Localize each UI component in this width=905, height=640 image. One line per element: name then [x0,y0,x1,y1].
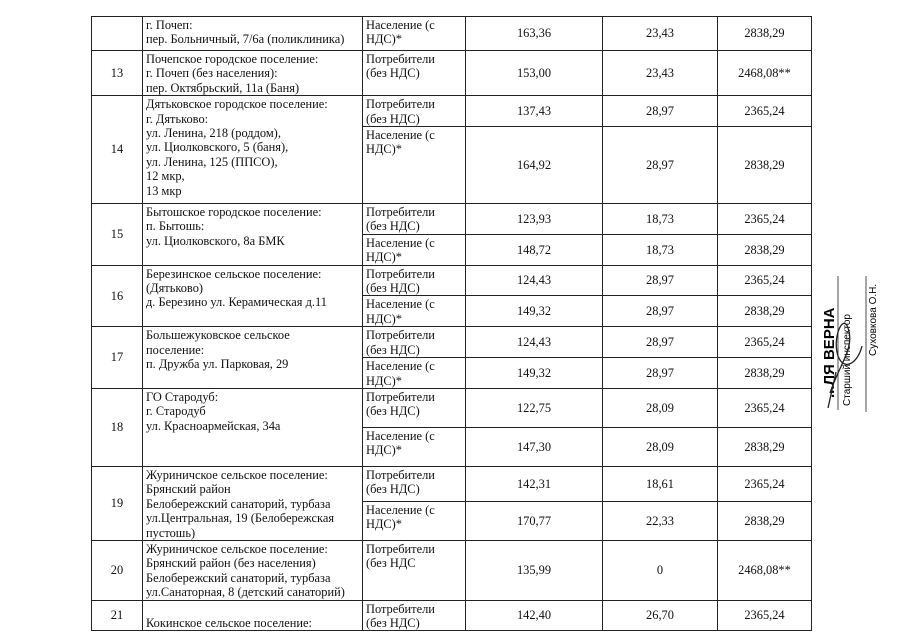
row-number: 16 [92,265,143,327]
transport-value: 28,09 [603,388,718,427]
transport-value: 23,43 [603,17,718,51]
tariff-value: 149,32 [466,296,603,327]
table-row [92,204,812,235]
price-value: 2838,29 [718,358,812,389]
tariff-value: 142,31 [466,466,603,501]
consumer-category: Потребители (без НДС) [363,265,466,296]
transport-value: 18,73 [603,204,718,235]
stamp-title: ...ЛЯ ВЕРНА [821,307,838,398]
table-row [92,96,812,127]
tariff-value: 123,93 [466,204,603,235]
tariff-value: 170,77 [466,501,603,540]
tariff-value: 135,99 [466,540,603,600]
transport-value: 26,70 [603,600,718,631]
row-number [92,17,143,51]
row-number: 21 [92,600,143,631]
tariff-value: 163,36 [466,17,603,51]
price-value: 2365,24 [718,204,812,235]
consumer-category: Население (с НДС)* [363,234,466,265]
price-value: 2468,08** [718,540,812,600]
consumer-category: Потребители (без НДС [363,540,466,600]
settlement-address: Журиничское сельское поселение: Брянский район (без населения) Белобережский санаторий, турбаза ул.Санаторная, 8 (детский санаторий) [143,540,363,600]
consumer-category: Потребители (без НДС) [363,388,466,427]
settlement-address: Бытошское городское поселение: п. Бытошь: ул. Циолковского, 8а БМК [143,204,363,266]
settlement-address: Кокинское сельское поселение: [143,600,363,631]
price-value: 2365,24 [718,600,812,631]
consumer-category: Население (с НДС)* [363,358,466,389]
price-value: 2838,29 [718,127,812,204]
table-row [92,540,812,600]
price-value: 2365,24 [718,388,812,427]
table-row [92,265,812,296]
table-row [92,466,812,501]
transport-value: 28,97 [603,96,718,127]
tariff-value: 124,43 [466,265,603,296]
stamp-position: Старший инспектор [842,314,853,406]
row-number: 13 [92,51,143,96]
price-value: 2365,24 [718,265,812,296]
transport-value: 28,97 [603,296,718,327]
certification-stamp [810,268,886,416]
settlement-address: г. Почеп: пер. Больничный, 7/6а (поликлиника) [143,17,363,51]
table-row [92,327,812,358]
consumer-category: Население (с НДС)* [363,17,466,51]
transport-value: 22,33 [603,501,718,540]
transport-value: 28,97 [603,127,718,204]
price-value: 2838,29 [718,427,812,466]
price-value: 2365,24 [718,327,812,358]
row-number: 15 [92,204,143,266]
transport-value: 28,97 [603,358,718,389]
transport-value: 18,61 [603,466,718,501]
price-value: 2468,08** [718,51,812,96]
consumer-category: Население (с НДС)* [363,296,466,327]
price-value: 2838,29 [718,17,812,51]
tariff-value: 124,43 [466,327,603,358]
consumer-category: Потребители (без НДС) [363,96,466,127]
row-number: 14 [92,96,143,204]
row-number: 17 [92,327,143,389]
transport-value: 28,97 [603,265,718,296]
price-value: 2365,24 [718,96,812,127]
tariff-value: 164,92 [466,127,603,204]
price-value: 2838,29 [718,234,812,265]
table-row [92,388,812,427]
stamp-name: Суховкова О.Н. [868,283,879,356]
settlement-address: Почепское городское поселение: г. Почеп (без населения): пер. Октябрьский, 11а (Баня) [143,51,363,96]
price-value: 2365,24 [718,466,812,501]
tariff-value: 122,75 [466,388,603,427]
consumer-category: Потребители (без НДС) [363,204,466,235]
transport-value: 18,73 [603,234,718,265]
price-value: 2838,29 [718,501,812,540]
consumer-category: Потребители (без НДС) [363,600,466,631]
settlement-address: Березинское сельское поселение: (Дятьково) д. Березино ул. Керамическая д.11 [143,265,363,327]
consumer-category: Население (с НДС)* [363,501,466,540]
table-row [92,17,812,51]
price-value: 2838,29 [718,296,812,327]
table-row [92,600,812,631]
row-number: 19 [92,466,143,540]
tariff-value: 137,43 [466,96,603,127]
settlement-address: Большежуковское сельское поселение: п. Дружба ул. Парковая, 29 [143,327,363,389]
consumer-category: Потребители (без НДС) [363,327,466,358]
settlement-address: ГО Стародуб: г. Стародуб ул. Красноармейская, 34а [143,388,363,466]
settlement-address: Дятьковское городское поселение: г. Дятьково: ул. Ленина, 218 (роддом), ул. Циолковского, 5 (баня), ул. Ленина, 125 (ППСО), 12 мкр, 13 мкр [143,96,363,204]
transport-value: 28,97 [603,327,718,358]
transport-value: 28,09 [603,427,718,466]
table-row [92,51,812,96]
tariff-value: 148,72 [466,234,603,265]
tariff-value: 149,32 [466,358,603,389]
settlement-address: Журиничское сельское поселение: Брянский район Белобережский санаторий, турбаза ул.Центральная, 19 (Белобережская пустошь) [143,466,363,540]
consumer-category: Население (с НДС)* [363,427,466,466]
tariff-value: 147,30 [466,427,603,466]
transport-value: 0 [603,540,718,600]
consumer-category: Потребители (без НДС) [363,51,466,96]
consumer-category: Потребители (без НДС) [363,466,466,501]
consumer-category: Население (с НДС)* [363,127,466,204]
row-number: 20 [92,540,143,600]
tariff-value: 142,40 [466,600,603,631]
tariff-value: 153,00 [466,51,603,96]
row-number: 18 [92,388,143,466]
tariff-table [91,16,812,631]
transport-value: 23,43 [603,51,718,96]
